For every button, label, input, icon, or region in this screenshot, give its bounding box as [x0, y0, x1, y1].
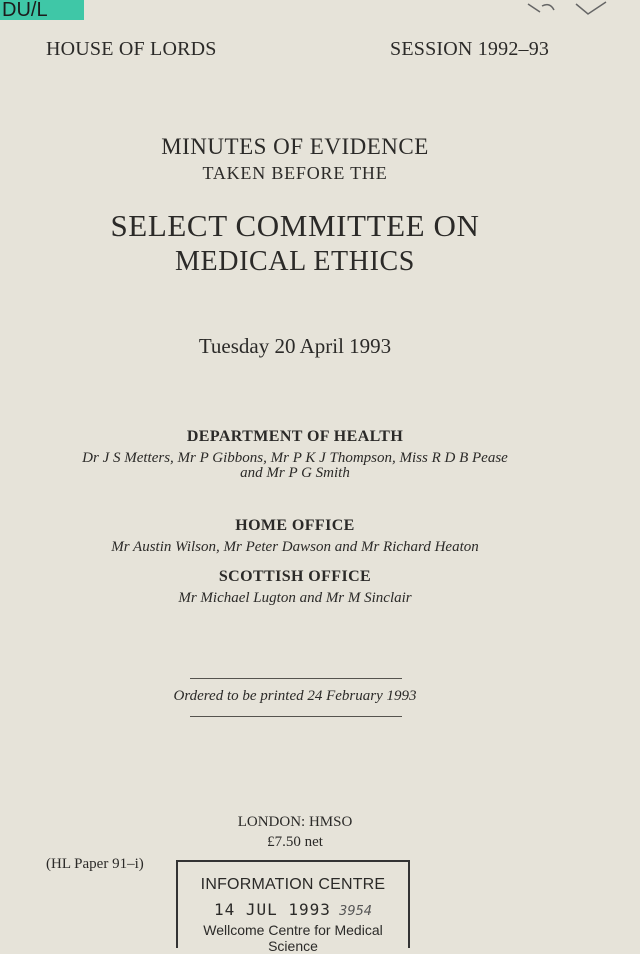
stamp-organization: Wellcome Centre for Medical Science [203, 922, 383, 954]
price: £7.50 net [267, 834, 323, 850]
home-office-heading: HOME OFFICE [235, 517, 355, 534]
divider-bottom [190, 716, 402, 717]
publisher-city: LONDON: HMSO [237, 814, 353, 830]
library-stamp [176, 860, 410, 954]
divider-top [190, 678, 402, 679]
department-health-witnesses-1: Dr J S Metters, Mr P Gibbons, Mr P K J Thompson, Miss R D B Pease [82, 450, 508, 466]
title-line-1: MINUTES OF EVIDENCE [161, 134, 429, 159]
hearing-date: Tuesday 20 April 1993 [198, 334, 392, 358]
catalog-label: DU/L [0, 0, 84, 20]
stamp-date-line [178, 900, 408, 919]
session-header: SESSION 1992–93 [390, 38, 550, 60]
scottish-office-heading: SCOTTISH OFFICE [218, 568, 372, 585]
stamp-number: 3954 [338, 904, 373, 919]
house-header: HOUSE OF LORDS [46, 38, 217, 60]
ordered-printed-note: Ordered to be printed 24 February 1993 [173, 688, 417, 704]
committee-title-line-1: SELECT COMMITTEE ON [110, 208, 480, 243]
scottish-office-witnesses: Mr Michael Lugton and Mr M Sinclair [178, 590, 412, 606]
department-health-witnesses-2: and Mr P G Smith [240, 465, 350, 481]
handwritten-mark-icon [520, 0, 610, 20]
paper-reference: (HL Paper 91–i) [46, 856, 144, 872]
title-line-2: TAKEN BEFORE THE [202, 163, 388, 183]
committee-title-line-2: MEDICAL ETHICS [175, 246, 415, 277]
department-health-heading: DEPARTMENT OF HEALTH [186, 428, 404, 445]
home-office-witnesses: Mr Austin Wilson, Mr Peter Dawson and Mr Richard Heaton [111, 539, 479, 555]
stamp-date: 14 JUL 1993 [213, 900, 331, 919]
stamp-title: INFORMATION CENTRE [200, 876, 386, 893]
